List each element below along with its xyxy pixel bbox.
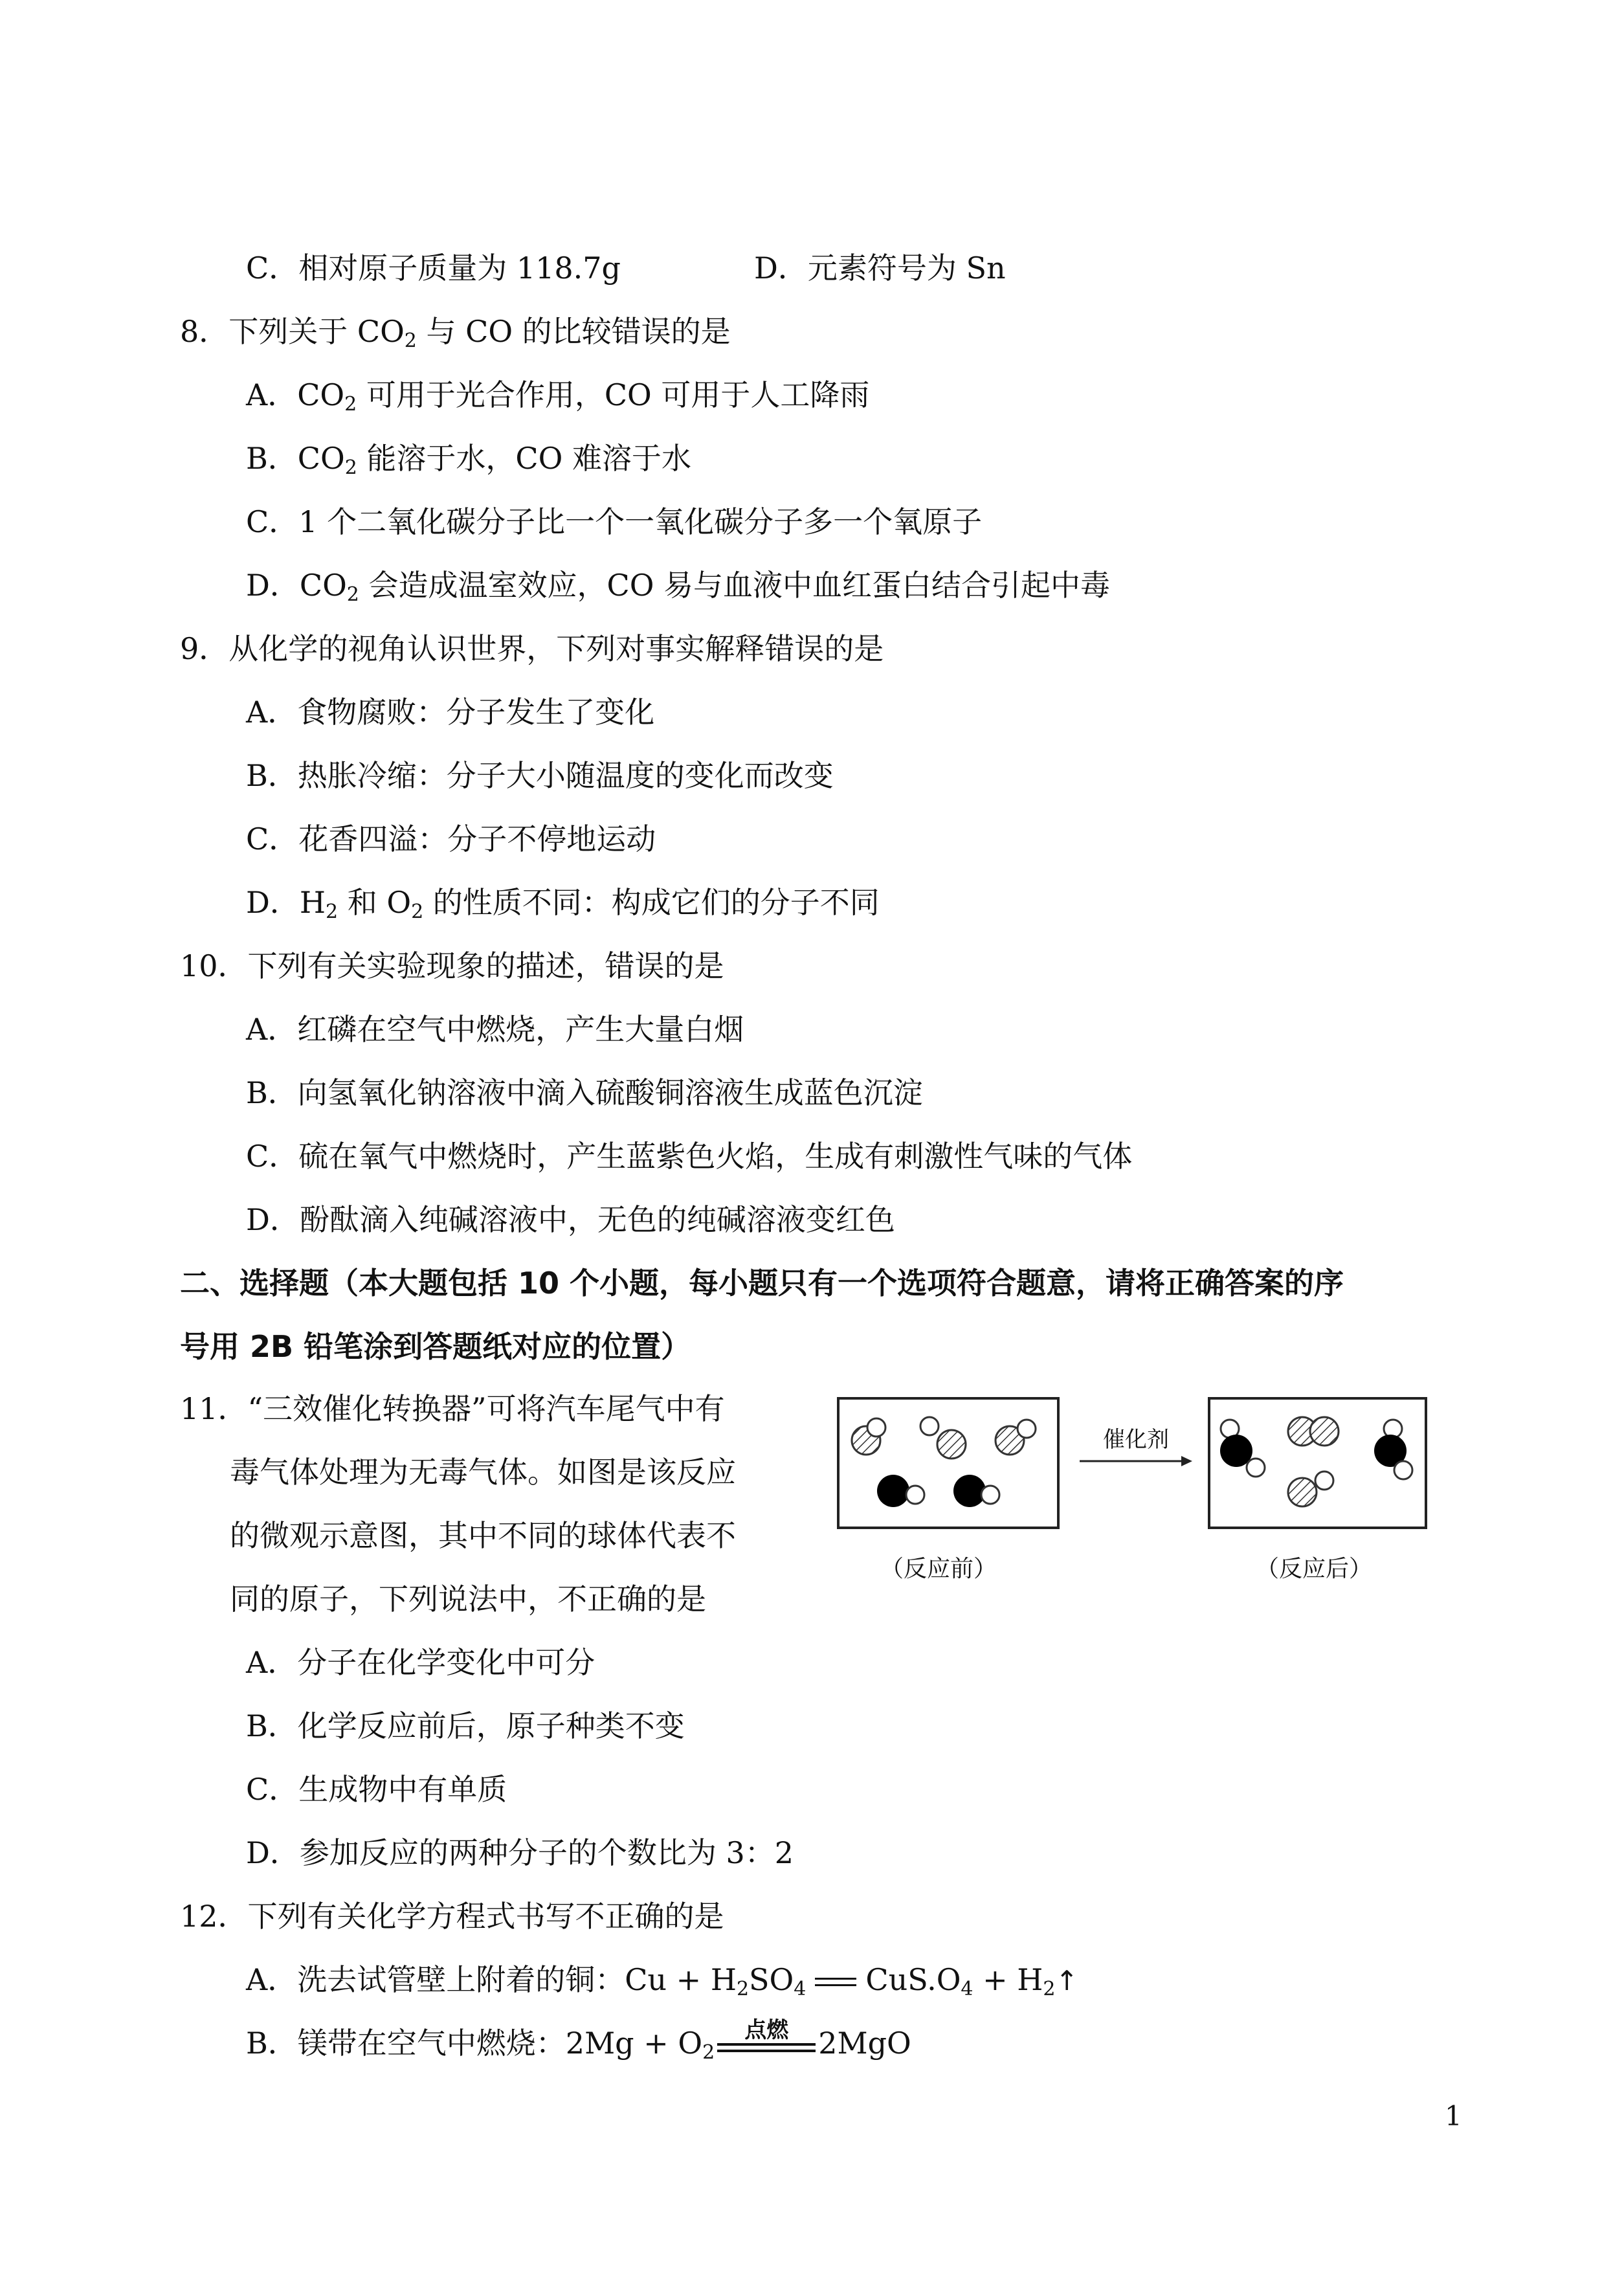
q10-option-c: C．硫在氧气中燃烧时，产生蓝紫色火焰，生成有刺激性气味的气体 [246, 1139, 1133, 1174]
equals-sign [815, 1960, 856, 1999]
q8-option-d: D．$CO_2$ 会造成温室效应，CO 易与血液中血红蛋白结合引起中毒 [246, 568, 1111, 606]
q12-option-a: A．洗去试管壁上附着的铜：$Cu + H_2SO_4$ $CuS.O_4$ + $H_2↑$ [246, 1960, 1078, 2000]
q12-option-b: B．镁带在空气中燃烧：$2Mg + O_2$ 点燃 2MgO [246, 2017, 911, 2064]
q8-option-b: B．$CO_2$ 能溶于水，CO 难溶于水 [246, 441, 691, 479]
gas-up-arrow-icon: ↑ [1055, 1965, 1078, 1997]
q8-stem: 8．下列关于 $CO_2$ 与 CO 的比较错误的是 [180, 314, 731, 352]
q11-option-a: A．分子在化学变化中可分 [246, 1645, 595, 1680]
q9-option-d: D．$H_2$ 和 $O_2$ 的性质不同：构成它们的分子不同 [246, 885, 880, 923]
section2-header-line2: 号用 2B 铅笔涂到答题纸对应的位置） [180, 1329, 691, 1364]
q11-stem-line3: 的微观示意图，其中不同的球体代表不 [230, 1518, 736, 1553]
q12-stem: 12．下列有关化学方程式书写不正确的是 [180, 1899, 724, 1934]
q9-stem: 9．从化学的视角认识世界，下列对事实解释错误的是 [180, 631, 884, 666]
q9-option-a: A．食物腐败：分子发生了变化 [246, 695, 655, 730]
before-label: （反应前） [880, 1556, 997, 1582]
q7-option-c: C．相对原子质量为 118.7g [246, 251, 621, 285]
q10-option-b: B．向氢氧化钠溶液中滴入硫酸铜溶液生成蓝色沉淀 [246, 1075, 923, 1110]
reaction-condition: 点燃 [715, 2024, 818, 2063]
after-label: （反应后） [1255, 1556, 1373, 1582]
page-number: 1 [1445, 2100, 1462, 2132]
q11-option-c: C．生成物中有单质 [246, 1772, 507, 1807]
q11-option-d: D．参加反应的两种分子的个数比为 3：2 [246, 1835, 794, 1870]
q8-option-a: A．$CO_2$ 可用于光合作用，CO 可用于人工降雨 [246, 377, 870, 416]
section2-header-line1: 二、选择题（本大题包括 10 个小题，每小题只有一个选项符合题意，请将正确答案的序 [180, 1266, 1344, 1301]
q10-option-a: A．红磷在空气中燃烧，产生大量白烟 [246, 1012, 744, 1047]
q11-stem-line4: 同的原子，下列说法中，不正确的是 [230, 1582, 706, 1616]
q11-option-b: B．化学反应前后，原子种类不变 [246, 1708, 685, 1743]
q10-option-d: D．酚酞滴入纯碱溶液中，无色的纯碱溶液变红色 [246, 1202, 895, 1237]
q8-option-c: C．1 个二氧化碳分子比一个一氧化碳分子多一个氧原子 [246, 504, 983, 539]
q11-stem-line1: 11．“三效催化转换器”可将汽车尾气中有 [180, 1391, 725, 1426]
q10-stem: 10．下列有关实验现象的描述，错误的是 [180, 948, 724, 983]
reaction-diagram [835, 1389, 1430, 1602]
before-box [838, 1398, 1058, 1528]
q7-option-d: D．元素符号为 Sn [754, 251, 1006, 285]
q11-stem-line2: 毒气体处理为无毒气体。如图是该反应 [230, 1455, 736, 1490]
catalyst-label: 催化剂 [1103, 1427, 1169, 1453]
q9-option-c: C．花香四溢：分子不停地运动 [246, 822, 656, 856]
q9-option-b: B．热胀冷缩：分子大小随温度的变化而改变 [246, 758, 834, 793]
